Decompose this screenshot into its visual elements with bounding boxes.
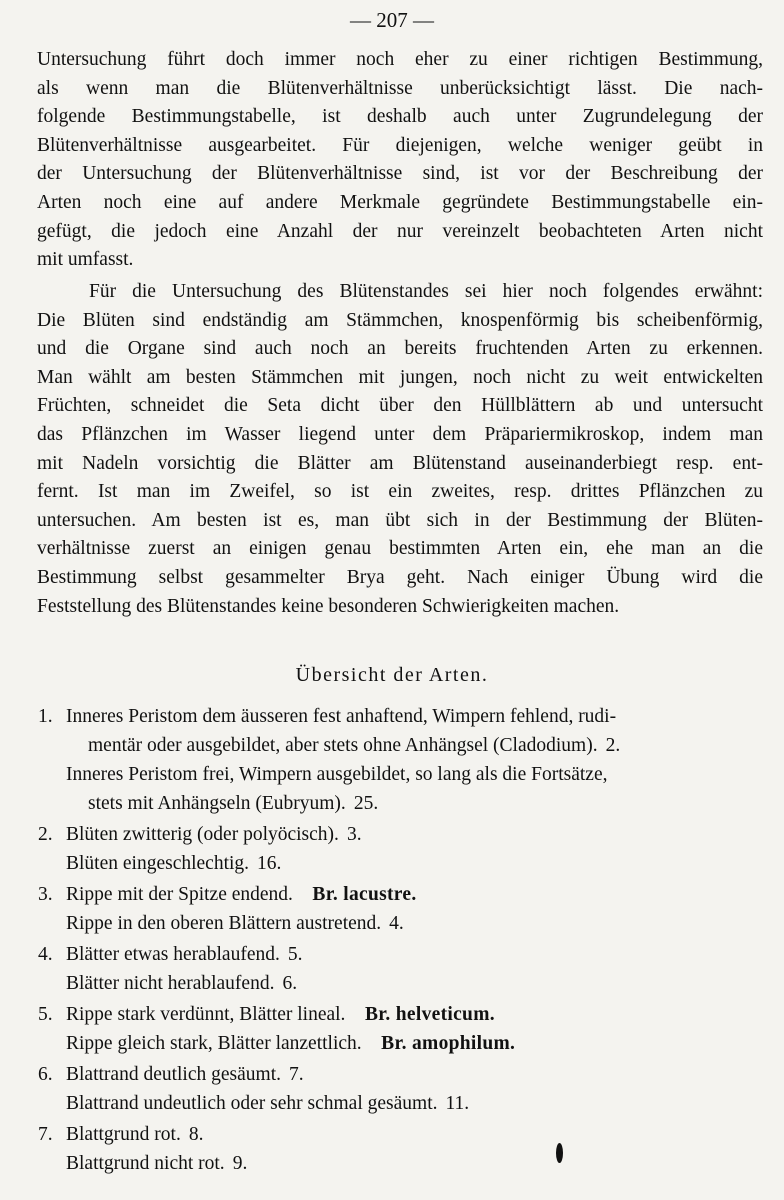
key-text	[88, 731, 620, 760]
key-reference: 2.	[605, 735, 621, 756]
key-reference: 3.	[346, 824, 362, 845]
text-line: verhältnisse zuerst an einigen genau bestimmten Arten ein, ehe man an die	[37, 538, 763, 560]
key-entry	[0, 1060, 784, 1118]
text-line: Früchten, schneidet die Seta dicht über den Hüllblättern ab und untersucht	[37, 395, 763, 417]
key-description: Blätter etwas herablaufend.	[66, 944, 280, 965]
key-line	[0, 1149, 784, 1178]
key-number: 5.	[38, 1004, 53, 1025]
key-number: 1.	[38, 706, 53, 727]
text-line: Bestimmung selbst gesammelter Brya geht. Nach einiger Übung wird die	[37, 566, 763, 588]
identification-key	[0, 702, 784, 1180]
key-description: Blattrand undeutlich oder sehr schmal gesäumt.	[66, 1093, 438, 1114]
text-line: der Untersuchung der Blütenverhältnisse sind, ist vor der Beschreibung der	[37, 163, 763, 185]
key-text	[66, 820, 362, 849]
text-line: Man wählt am besten Stämmchen mit jungen, noch nicht zu weit entwickelten	[37, 366, 763, 388]
key-description: Inneres Peristom frei, Wimpern ausgebildet, so lang als die Fortsätze,	[66, 764, 608, 785]
key-description: Rippe gleich stark, Blätter lanzettlich.	[66, 1033, 362, 1054]
key-line	[0, 789, 784, 818]
key-number: 4.	[38, 944, 53, 965]
text-line: Untersuchung führt doch immer noch eher zu einer richtigen Bestimmung,	[37, 49, 763, 70]
key-reference: 5.	[287, 944, 303, 965]
key-description: Inneres Peristom dem äusseren fest anhaftend, Wimpern fehlend, rudi-	[66, 706, 617, 727]
key-reference: 9.	[232, 1153, 248, 1174]
key-number: 3.	[38, 884, 53, 905]
key-reference: 6.	[282, 973, 298, 994]
key-description: Blätter nicht herablaufend.	[66, 973, 275, 994]
key-text	[66, 849, 281, 878]
key-text	[88, 789, 378, 818]
key-reference: 11.	[445, 1093, 470, 1114]
text-line: mit umfasst.	[37, 249, 134, 271]
key-line	[0, 1000, 784, 1029]
text-line: Die Blüten sind endständig am Stämmchen, knospenförmig bis scheibenförmig,	[37, 309, 763, 331]
paragraph-intro	[37, 46, 763, 275]
key-description: Rippe mit der Spitze endend.	[66, 884, 293, 905]
species-name: Br. helveticum.	[364, 1004, 495, 1025]
key-entry	[0, 880, 784, 938]
text-line: mit Nadeln vorsichtig die Blätter am Blütenstand auseinanderbiegt resp. ent-	[37, 452, 763, 474]
text-line: gefügt, die jedoch eine Anzahl der nur vereinzelt beobachteten Arten nicht	[37, 220, 763, 242]
text-line: als wenn man die Blütenverhältnisse unberücksichtigt lässt. Die nach-	[37, 77, 763, 99]
key-reference: 16.	[257, 853, 282, 874]
text-line: folgende Bestimmungstabelle, ist deshalb auch unter Zugrundelegung der	[37, 106, 763, 128]
key-line	[0, 731, 784, 760]
key-text	[66, 969, 297, 998]
key-line	[0, 820, 784, 849]
key-text	[66, 760, 607, 789]
key-text	[66, 909, 404, 938]
key-text	[66, 1089, 469, 1118]
key-number: 6.	[38, 1064, 53, 1085]
text-line: Für die Untersuchung des Blütenstandes sei hier noch folgendes erwähnt:	[89, 281, 763, 302]
key-line	[0, 1060, 784, 1089]
key-entry	[0, 940, 784, 998]
key-description: Blüten eingeschlechtig.	[66, 853, 250, 874]
key-text	[66, 880, 417, 909]
key-text	[66, 1120, 203, 1149]
key-line	[0, 1089, 784, 1118]
key-text	[66, 1029, 515, 1058]
key-text	[66, 702, 616, 731]
paragraph-inflorescence	[37, 278, 763, 621]
species-name: Br. lacustre.	[312, 884, 417, 905]
section-heading: Übersicht der Arten.	[295, 664, 489, 686]
key-description: stets mit Anhängseln (Eubryum).	[88, 793, 346, 814]
key-line	[0, 880, 784, 909]
key-description: Blattgrund nicht rot.	[66, 1153, 225, 1174]
text-line: Arten noch eine auf andere Merkmale gegründete Bestimmungstabelle ein-	[37, 191, 763, 213]
text-line: fernt. Ist man im Zweifel, so ist ein zweites, resp. drittes Pflänzchen zu	[37, 481, 763, 503]
key-entry	[0, 1000, 784, 1058]
key-line	[0, 702, 784, 731]
key-text	[66, 1149, 247, 1178]
key-description: mentär oder ausgebildet, aber stets ohne Anhängsel (Cladodium).	[88, 735, 598, 756]
key-reference: 7.	[289, 1064, 304, 1085]
page-number: — 207 —	[350, 8, 434, 32]
key-description: Rippe stark verdünnt, Blätter lineal.	[66, 1004, 346, 1025]
key-line	[0, 909, 784, 938]
key-description: Blattgrund rot.	[66, 1124, 181, 1145]
key-description: Rippe in den oberen Blättern austretend.	[66, 913, 382, 934]
key-entry	[0, 820, 784, 878]
key-entry	[0, 702, 784, 818]
text-line: Feststellung des Blütenstandes keine besonderen Schwierigkeiten machen.	[37, 595, 620, 617]
text-line: Blütenverhältnisse ausgearbeitet. Für diejenigen, welche weniger geübt in	[37, 134, 763, 156]
species-name: Br. amophilum.	[381, 1033, 516, 1054]
key-entry	[0, 1120, 784, 1178]
key-text	[66, 940, 303, 969]
key-reference: 4.	[389, 913, 404, 934]
text-line: das Pflänzchen im Wasser liegend unter dem Präpariermikroskop, indem man	[37, 423, 763, 445]
key-description: Blüten zwitterig (oder polyöcisch).	[66, 824, 339, 845]
key-text	[66, 1060, 304, 1089]
key-number: 7.	[38, 1124, 53, 1145]
text-line: untersuchen. Am besten ist es, man übt sich in der Bestimmung der Blüten-	[37, 509, 763, 531]
key-description: Blattrand deutlich gesäumt.	[66, 1064, 281, 1085]
key-text	[66, 1000, 495, 1029]
key-reference: 25.	[353, 793, 379, 814]
key-line	[0, 1029, 784, 1058]
ink-spot	[556, 1143, 563, 1163]
key-number: 2.	[38, 824, 53, 845]
text-line: und die Organe sind auch noch an bereits fruchtenden Arten zu erkennen.	[37, 338, 763, 360]
key-line	[0, 760, 784, 789]
key-reference: 8.	[188, 1124, 204, 1145]
key-line	[0, 1120, 784, 1149]
key-line	[0, 940, 784, 969]
key-line	[0, 849, 784, 878]
key-line	[0, 969, 784, 998]
